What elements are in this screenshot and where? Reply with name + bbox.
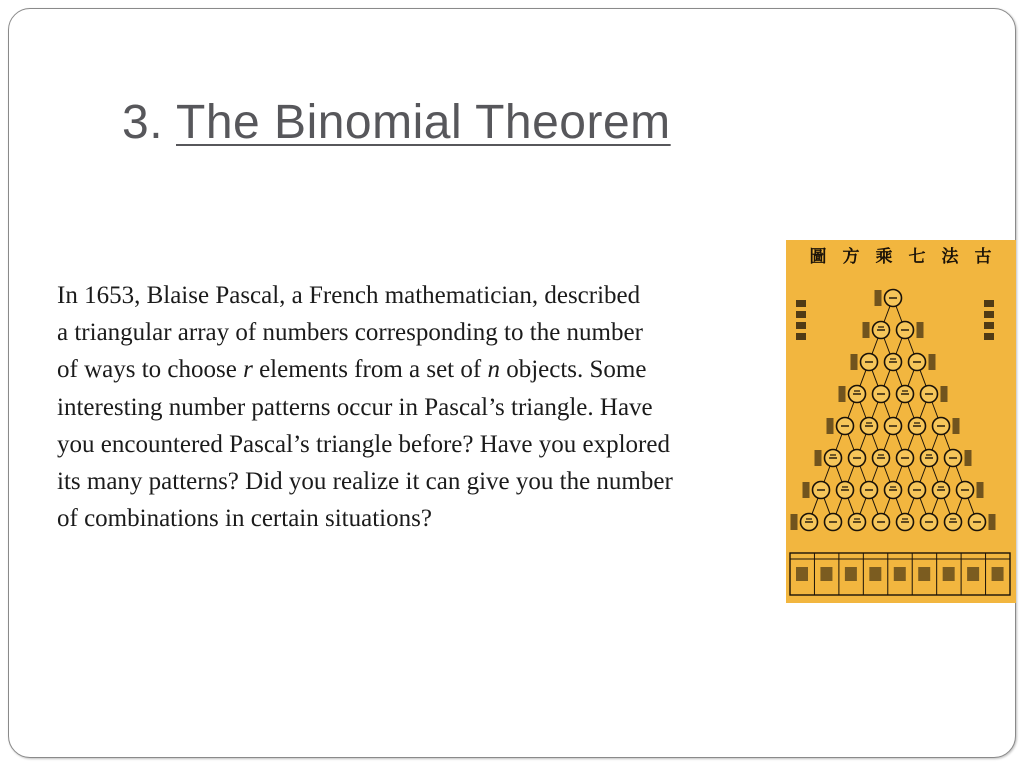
- slide-title: [122, 95, 671, 150]
- header-glyph: 古: [974, 247, 992, 267]
- pascal-triangle-illustration: [786, 240, 1016, 603]
- caption-stroke: [796, 311, 806, 318]
- caption-stroke: [984, 333, 994, 340]
- annotation-stroke: [917, 322, 924, 338]
- annotation-stroke: [875, 290, 882, 306]
- table-glyph: [820, 567, 832, 581]
- caption-stroke: [984, 322, 994, 329]
- annotation-stroke: [851, 354, 858, 370]
- header-glyph: 圖: [809, 247, 827, 267]
- annotation-stroke: [815, 450, 822, 466]
- table-glyph: [992, 567, 1004, 581]
- annotation-stroke: [827, 418, 834, 434]
- caption-stroke: [984, 300, 994, 307]
- title-number: 3.: [122, 96, 164, 149]
- header-glyph: 法: [941, 247, 959, 267]
- annotation-stroke: [803, 482, 810, 498]
- header-glyph: 乘: [875, 247, 893, 267]
- caption-stroke: [796, 300, 806, 307]
- annotation-stroke: [977, 482, 984, 498]
- table-glyph: [943, 567, 955, 581]
- annotation-stroke: [989, 514, 996, 530]
- body-paragraph: [57, 277, 673, 537]
- slide: [8, 8, 1016, 758]
- paragraph-line: interesting number patterns occur in Pascal’s triangle. Have: [57, 393, 653, 421]
- chinese-triangle-image: [786, 240, 1016, 603]
- paragraph-line: of combinations in certain situations?: [57, 505, 432, 533]
- header-glyph: 七: [908, 247, 926, 267]
- paragraph-line: In 1653, Blaise Pascal, a French mathematician, described: [57, 282, 641, 309]
- annotation-stroke: [929, 354, 936, 370]
- title-text: The Binomial Theorem: [176, 96, 671, 149]
- header-glyph: 方: [842, 247, 860, 267]
- paragraph-line: a triangular array of numbers corresponding to the number: [57, 319, 643, 347]
- paragraph-line: you encountered Pascal’s triangle before? Have you explored: [57, 430, 670, 458]
- annotation-stroke: [791, 514, 798, 530]
- annotation-stroke: [863, 322, 870, 338]
- paragraph-line: of ways to choose r elements from a set of n objects. Some: [57, 356, 647, 384]
- table-glyph: [894, 567, 906, 581]
- table-glyph: [845, 567, 857, 581]
- caption-stroke: [796, 322, 806, 329]
- annotation-stroke: [965, 450, 972, 466]
- paragraph-line: its many patterns? Did you realize it can give you the number: [57, 468, 673, 496]
- annotation-stroke: [953, 418, 960, 434]
- annotation-stroke: [941, 386, 948, 402]
- caption-stroke: [984, 311, 994, 318]
- table-glyph: [869, 567, 881, 581]
- annotation-stroke: [839, 386, 846, 402]
- caption-stroke: [796, 333, 806, 340]
- table-glyph: [967, 567, 979, 581]
- table-glyph: [918, 567, 930, 581]
- table-glyph: [796, 567, 808, 581]
